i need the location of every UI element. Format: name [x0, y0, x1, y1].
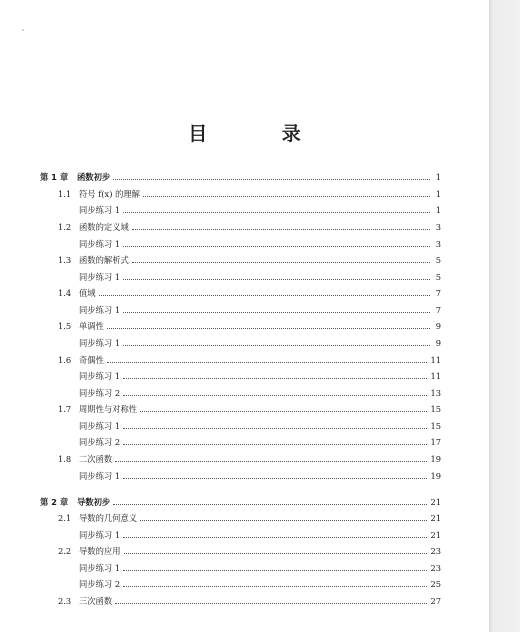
toc-entry-number: 1.4	[58, 288, 72, 298]
dot-leader	[107, 328, 430, 329]
toc-entry-section[interactable]	[58, 542, 441, 556]
dot-leader	[123, 586, 427, 587]
toc-entry-page-number: 1	[435, 189, 441, 199]
toc-entry-number: 1.6	[58, 355, 72, 365]
dot-leader	[99, 295, 430, 296]
toc-entry-title: 同步练习 1	[79, 421, 121, 431]
toc-entry-section[interactable]	[58, 284, 441, 298]
toc-entry-title: 同步练习 1	[79, 205, 121, 215]
viewer-background	[489, 0, 520, 632]
dot-leader	[123, 478, 427, 479]
toc-entry-exercise[interactable]	[79, 384, 441, 398]
toc-entry-page-number: 11	[430, 371, 441, 381]
toc-entry-page-number: 3	[435, 222, 441, 232]
toc-entry-exercise[interactable]	[79, 575, 441, 589]
toc-entry-page-number: 21	[430, 513, 441, 523]
toc-entry-title: 同步练习 1	[79, 530, 121, 540]
toc-entry-page-number: 23	[430, 546, 441, 556]
toc-entry-page-number: 25	[430, 579, 441, 589]
toc-entry-page-number: 11	[430, 355, 441, 365]
toc-entry-number: 1.8	[58, 454, 72, 464]
dot-leader	[113, 179, 430, 180]
toc-entry-title: 二次函数	[79, 454, 113, 464]
toc-entry-section[interactable]	[58, 509, 441, 523]
dot-leader	[140, 520, 427, 521]
dot-leader	[124, 553, 428, 554]
toc-entry-number: 第 1 章	[40, 172, 69, 182]
toc-entry-number: 1.3	[58, 255, 72, 265]
toc-entry-exercise[interactable]	[79, 467, 441, 481]
toc-entry-page-number: 7	[435, 305, 441, 315]
dot-leader	[123, 345, 430, 346]
toc-entry-exercise[interactable]	[79, 301, 441, 315]
toc-entry-title: 同步练习 1	[79, 338, 121, 348]
toc-entry-page-number: 5	[435, 255, 441, 265]
toc-entry-title: 导数的几何意义	[79, 513, 138, 523]
dot-leader	[107, 362, 428, 363]
toc-entry-page-number: 5	[435, 272, 441, 282]
toc-entry-page-number: 17	[430, 437, 441, 447]
toc-entry-page-number: 21	[430, 530, 441, 540]
dot-leader	[115, 461, 427, 462]
toc-entry-number: 2.3	[58, 596, 72, 606]
toc-entry-title: 周期性与对称性	[79, 404, 138, 414]
dot-leader	[115, 603, 427, 604]
dot-leader	[123, 570, 427, 571]
toc-entry-number: 1.7	[58, 404, 72, 414]
toc-entry-exercise[interactable]	[79, 526, 441, 540]
toc-entry-title: 函数的解析式	[79, 255, 129, 265]
toc-entry-title: 同步练习 1	[79, 471, 121, 481]
toc-entry-section[interactable]	[58, 218, 441, 232]
toc-entry-title: 同步练习 1	[79, 563, 121, 573]
toc-entry-title: 同步练习 2	[79, 388, 121, 398]
toc-entry-section[interactable]	[58, 317, 441, 331]
toc-entry-exercise[interactable]	[79, 559, 441, 573]
toc-entry-number: 1.2	[58, 222, 72, 232]
toc-entry-page-number: 3	[435, 239, 441, 249]
toc-entry-title: 导数的应用	[79, 546, 121, 556]
toc-entry-title: 同步练习 2	[79, 579, 121, 589]
dot-leader	[123, 395, 427, 396]
toc-entry-page-number: 19	[430, 454, 441, 464]
toc-entry-title: 函数初步	[77, 172, 111, 182]
toc-entry-title: 值域	[79, 288, 96, 298]
dot-leader	[132, 262, 430, 263]
toc-entry-page-number: 7	[435, 288, 441, 298]
toc-entry-page-number: 15	[430, 421, 441, 431]
toc-entry-section[interactable]	[58, 251, 441, 265]
page-title: 目 录	[188, 123, 335, 145]
toc-entry-number: 2.1	[58, 513, 72, 523]
dot-leader	[140, 411, 427, 412]
toc-entry-title: 导数初步	[77, 497, 111, 507]
toc-entry-title: 奇偶性	[79, 355, 104, 365]
toc-entry-chapter[interactable]	[40, 493, 441, 507]
toc-entry-section[interactable]	[58, 185, 441, 199]
toc-entry-page-number: 9	[435, 338, 441, 348]
dot-leader	[123, 537, 427, 538]
toc-entry-exercise[interactable]	[79, 334, 441, 348]
toc-entry-page-number: 27	[430, 596, 441, 606]
toc-entry-number: 2.2	[58, 546, 72, 556]
toc-entry-exercise[interactable]	[79, 417, 441, 431]
dot-leader	[123, 378, 427, 379]
dot-leader	[123, 428, 427, 429]
toc-entry-page-number: 19	[430, 471, 441, 481]
toc-entry-page-number: 23	[430, 563, 441, 573]
dot-leader	[123, 312, 430, 313]
toc-entry-title: 同步练习 1	[79, 371, 121, 381]
dot-leader	[143, 196, 430, 197]
toc-entry-title: 同步练习 1	[79, 239, 121, 249]
toc-entry-number: 1.5	[58, 321, 72, 331]
toc-entry-title: 同步练习 1	[79, 305, 121, 315]
toc-entry-title: 三次函数	[79, 596, 113, 606]
toc-entry-page-number: 9	[435, 321, 441, 331]
toc-entry-exercise[interactable]	[79, 367, 441, 381]
toc-entry-section[interactable]	[58, 400, 441, 414]
toc-entry-title: 单调性	[79, 321, 104, 331]
toc-entry-number: 1.1	[58, 189, 72, 199]
toc-entry-page-number: 1	[435, 205, 441, 215]
toc-entry-title: 同步练习 1	[79, 272, 121, 282]
toc-entry-page-number: 21	[430, 497, 441, 507]
dot-leader	[123, 212, 430, 213]
toc-entry-exercise[interactable]	[79, 201, 441, 215]
toc-entry-page-number: 15	[430, 404, 441, 414]
dot-leader	[123, 279, 430, 280]
dot-leader	[113, 504, 427, 505]
toc-entry-exercise[interactable]	[79, 235, 441, 249]
dot-leader	[123, 444, 427, 445]
toc-entry-chapter[interactable]	[40, 168, 441, 182]
toc-entry-title: 同步练习 2	[79, 437, 121, 447]
toc-entry-number: 第 2 章	[40, 497, 69, 507]
toc-entry-title: 函数的定义域	[79, 222, 129, 232]
toc-entry-section[interactable]	[58, 351, 441, 365]
toc-entry-page-number: 1	[435, 172, 441, 182]
dot-leader	[132, 229, 430, 230]
toc-entry-section[interactable]	[58, 592, 441, 606]
toc-entry-exercise[interactable]	[79, 433, 441, 447]
dot-leader	[123, 246, 430, 247]
toc-entry-title: 符号 f(x) 的理解	[79, 189, 140, 199]
toc-entry-section[interactable]	[58, 450, 441, 464]
scan-speck	[22, 29, 24, 31]
toc-entry-exercise[interactable]	[79, 268, 441, 282]
toc-entry-page-number: 13	[430, 388, 441, 398]
